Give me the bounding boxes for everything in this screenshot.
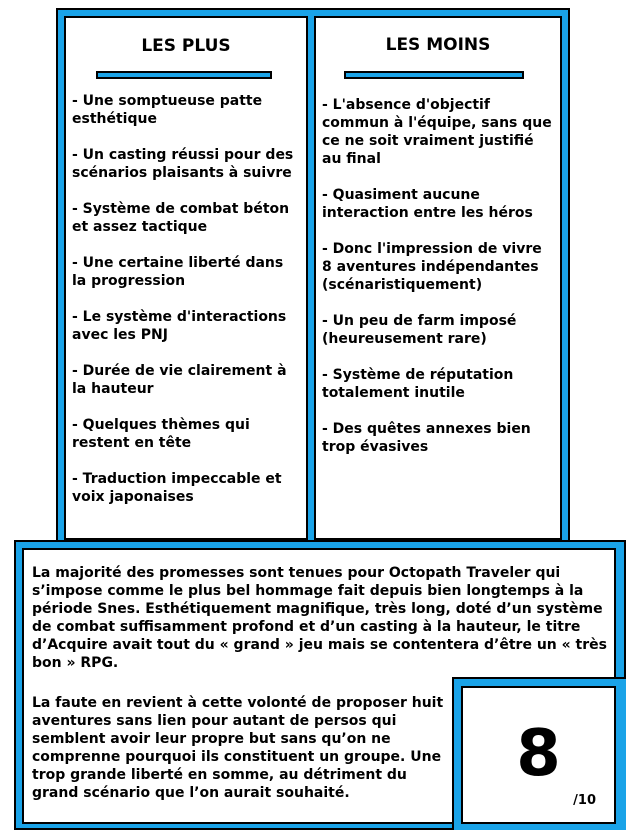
pros-item: - Traduction impeccable et voix japonaises [72,471,282,505]
cons-item: - L'absence d'objectif commun à l'équipe, sans que ce ne soit vraiment justifié au final [322,97,552,167]
pros-item: - Système de combat béton et assez tactique [72,201,290,235]
cons-item: - Donc l'impression de vivre 8 aventures indépendantes (scénaristiquement) [322,241,542,293]
score-out-of: /10 [573,793,596,808]
cons-panel [314,16,562,540]
pros-item: - Le système d'interactions avec les PNJ [72,309,287,343]
pros-title: LES PLUS [141,36,231,56]
pros-item: - Quelques thèmes qui restent en tête [72,417,250,451]
score-value: 8 [516,717,561,791]
pros-item: - Une somptueuse patte esthétique [72,93,263,127]
summary-paragraph-2: La faute en revient à cette volonté de proposer huit aventures sans lien pour autant de persos qui semblent avoir leur propre but sans qu’on ne comprenne pourquoi ils constituent un groupe. Une trop grande liberté en somme, au détriment du grand scénario que l’on aurait souhaité. [32,695,444,801]
cons-title-underline [344,71,524,79]
cons-item: - Système de réputation totalement inutile [322,367,514,401]
pros-item: - Une certaine liberté dans la progression [72,255,284,289]
pros-item: - Durée de vie clairement à la hauteur [72,363,287,397]
pros-panel [64,16,308,540]
pros-list [72,92,302,524]
pros-item: - Un casting réussi pour des scénarios plaisants à suivre [72,147,294,181]
score-box [461,686,616,824]
pros-title-underline [96,71,272,79]
cons-item: - Un peu de farm imposé (heureusement rare) [322,313,517,347]
cons-item: - Des quêtes annexes bien trop évasives [322,421,531,455]
summary-paragraph-1: La majorité des promesses sont tenues pour Octopath Traveler qui s’impose comme le plus bel hommage fait depuis bien longtemps à la période Snes. Esthétiquement magnifique, très long, doté d’un système de combat suffisamment profond et d’un casting à la hauteur, le titre d’Acquire avait tout du « grand » jeu mais se contentera d’être un « très bon » RPG. [32,565,607,671]
cons-title: LES MOINS [385,35,491,55]
cons-item: - Quasiment aucune interaction entre les héros [322,187,533,221]
cons-list [322,96,556,474]
